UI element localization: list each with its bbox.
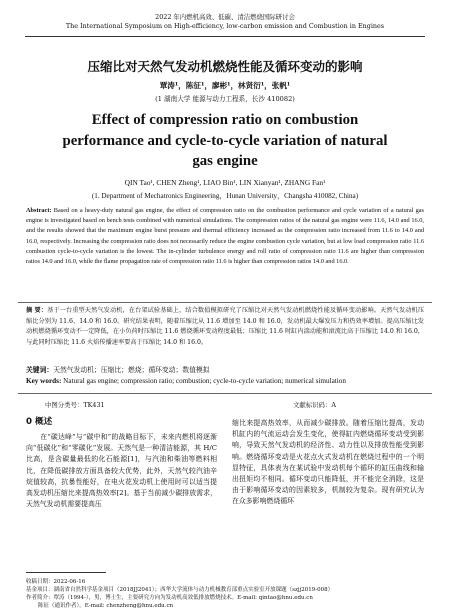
header-line-en: The International Symposium on High-efficiency, low-carbon emission and Combustion in Engines [65,22,385,30]
chinese-affiliation: (1 湖南大学 能源与动力工程系，长沙 410082) [155,95,295,103]
footnote-author: 作者简介：覃涛（1994-），男，博士生，主要研究方向为发动机高效低排放燃烧技术。E-mail: qintao@hnu.edu.cn [26,595,313,601]
chinese-abstract [26,306,424,348]
chinese-keywords-label: 关键词： [26,366,54,374]
english-keywords [26,376,424,386]
english-title: Effect of compression ratio on combustion performance and cycle-to-cycle variation of natural gas engine [62,112,388,169]
footnote-divider [26,572,106,573]
english-abstract [26,206,424,267]
english-abstract-text: Based on a heavy-duty natural gas engine, the effect of compression ratio on the combustion performance and cycle variation of a natural gas engine is investigated based on bench tests combined with numerical simulations. The compression ratios of the natural gas engine were 11.6, 14.0 and 16.0, and the results showed that the maximum engine burst pressure and thermal efficiency increased as the compression ratio increased from 11.6 to 14.0 and 16.0, respectively. Increasing the compression ratio does not necessarily reduce the engine combustion cycle variation, but at low load compression ratio 11.6 combustion cycle-to-cycle variation is the lowest. The in-cylinder turbulence energy and roll ratio of compression ratio 11.6 are higher than compression ratios 14.0 and 16.0, while the flame propagation rate of compression ratio 11.6 is higher than compression ratios 14.0 and 16.0. [26,207,425,266]
chinese-keywords [26,364,424,374]
body-column-left [26,432,217,510]
english-authors: QIN Tao¹, CHEN Zheng¹, LIAO Bin¹, LIN Xianyan¹, ZHANG Fan¹ [124,178,326,187]
chinese-abstract-label: 摘 要： [26,307,48,314]
footnote-corresponding: 陈征（通讯作者）。E-mail: chenzheng@hnu.edu.cn [38,603,174,609]
body-column-right [232,418,424,508]
chinese-title: 压缩比对天然气发动机燃烧性能及循环变动的影响 [87,59,363,74]
header-line-cn: 2022 年内燃机高效、低碳、清洁燃烧国际研讨会 [155,13,295,21]
english-abstract-label: Abstract: [26,207,52,214]
footnote-received: 收稿日期：2022-06-16 [26,579,86,585]
english-affiliation: (1. Department of Mechatronics Engineering，Hunan University，Changsha 410082, China) [91,192,359,200]
chinese-keywords-text: 天然气发动机；压缩比；燃烧；循环变动；数值模拟 [53,366,210,374]
header-divider [25,36,425,37]
section-heading: 0 概述 [26,417,53,427]
chinese-authors: 覃涛¹，陈征¹，廖彬¹，林贤衍¹，张帆¹ [159,81,291,90]
chinese-abstract-text: 基于一台重型天然气发动机，在台架试验基础上，结合数值模拟研究了压缩比对天然气发动机燃烧性能及循环变动影响。天然气发动机压缩比分别为 11.6、14.0 和 16.0。研究结果表明，随着压缩比从 11.6 增加至 14.0 和 16.0，发动机最大爆发压力和热效率增加。提高压缩比发动机燃烧循环变动不一定降低，在小负荷时压缩比 11.6 燃烧循环变动程度最低；压缩比 11.6 时缸内湍动能和滚流比高于压缩比 14.0 和 16.0，与此同时压缩比 11.6 火焰传播速率要高于压缩比 14.0 和 16.0。 [26,307,425,346]
english-keywords-text: Natural gas engine; compression ratio; combustion; cycle-to-cycle variation; numerical simulation [63,377,346,385]
footnote-fund: 基金项目：湖南省自然科学基金项目（2018JJ2041）；西华大学流体与动力机械教育部重点实验室开放课题（szjj2019-008） [26,587,334,593]
english-keywords-label: Key words: [26,377,62,385]
body-text-left: 在“碳达峰”与“碳中和”的战略目标下，未来内燃机将逐渐向“低碳化”和“零碳化”发展。天然气是一种清洁能源，其 H/C 比高，是含碳量最低的化石能源[1]，与汽油和柴油等燃料相比，在降低碳排放方面具备较大优势，此外，天然气较汽油辛烷值较高，抗暴性能好，在电火花发动机上使用时可以适当提高发动机压缩比来提高热效率[2]。基于当前减少碳排放需求，天然气发动机需要提高压 [26,433,217,509]
document-code: 文献标识码：A [293,401,336,409]
body-text-right: 缩比来提高热效率，从而减少碳排放。随着压缩比提高，发动机缸内的气流运动会发生变化，使得缸内燃烧循环变动受到影响，导致天然气发动机的经济性、动力性以及排放性能受到影响。燃烧循环变动是火花点火式发动机在燃烧过程中的一个明显特征，具体表为在某试验中发动机每个循环的缸压曲线和输出扭矩均不相同。循环变动只能降低，并不能完全消除，这是由于影响循环变动的因素较多，机制较为复杂。现有研究认为在众多影响燃烧循环 [232,419,424,506]
clc-number: 中图分类号：TK431 [45,401,105,409]
